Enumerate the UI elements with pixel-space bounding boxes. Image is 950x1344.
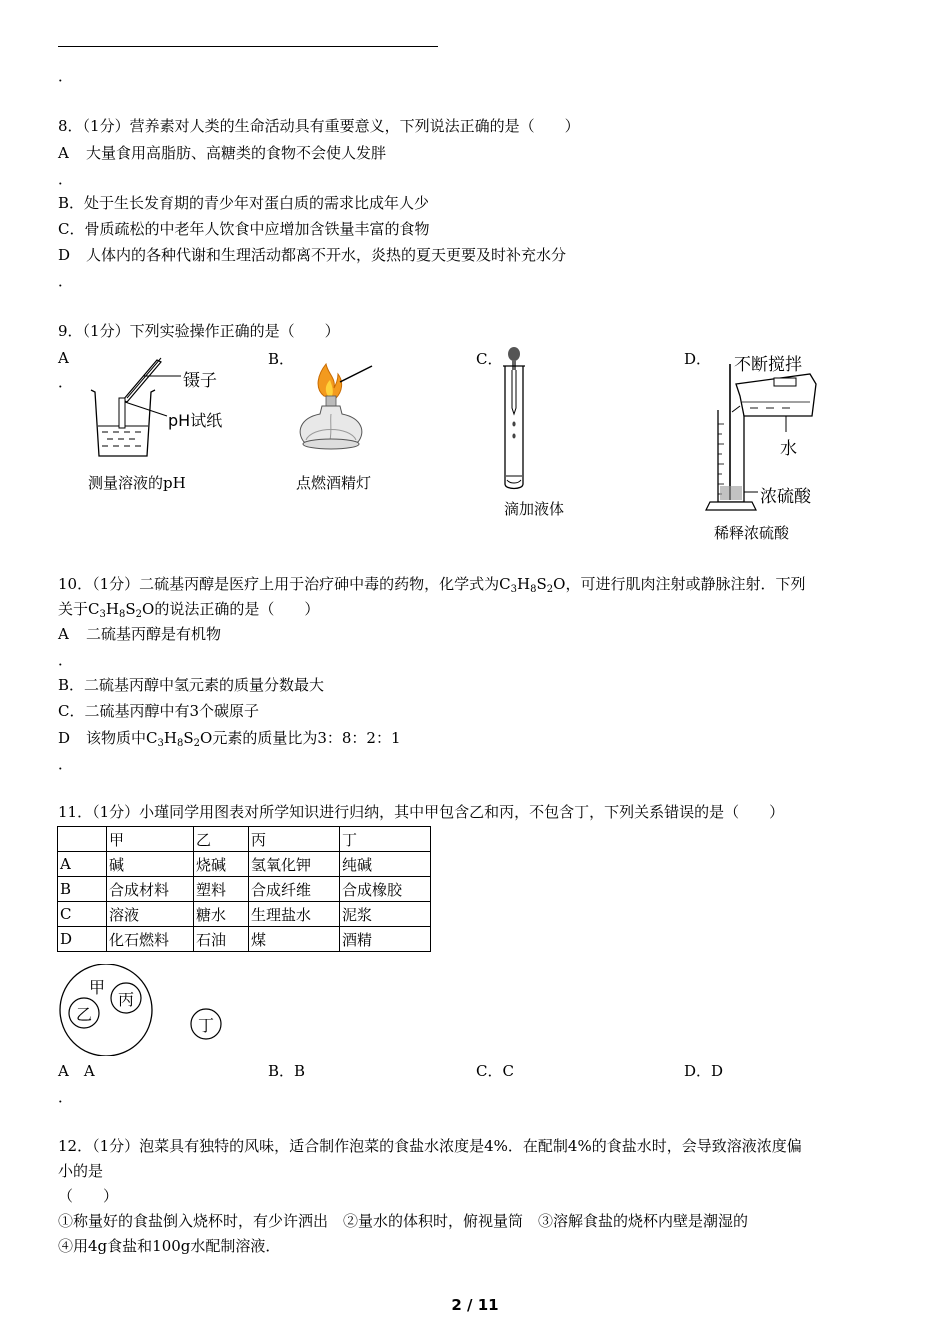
figure-dropper bbox=[498, 344, 532, 494]
table-row bbox=[58, 902, 431, 927]
q10-option-a-label: A bbox=[58, 625, 69, 643]
q11-stem: 11．（1分）小瑾同学用图表对所学知识进行归纳，其中甲包含乙和丙，不包含丁，下列关系错误的是（ ） bbox=[58, 803, 785, 821]
q9-label-c: C． bbox=[476, 350, 503, 368]
table-cell: 合成橡胶 bbox=[340, 877, 431, 902]
f2-c: C bbox=[88, 600, 100, 618]
table-cell: 煤 bbox=[249, 927, 340, 952]
f3-o: O bbox=[200, 729, 213, 747]
f-n1: 3 bbox=[510, 584, 517, 595]
q12-items-line1: ①称量好的食盐倒入烧杯时，有少许洒出 ②量水的体积时，俯视量筒 ③溶解食盐的烧杯内壁是潮湿的 bbox=[58, 1212, 749, 1230]
caption-measure-ph: 测量溶液的pH bbox=[88, 474, 186, 492]
q11-option-d: D．D bbox=[684, 1062, 724, 1080]
f3-s: S bbox=[183, 729, 194, 747]
q8-option-c: C．骨质疏松的中老年人饮食中应增加含铁量丰富的食物 bbox=[58, 220, 430, 238]
f3-c: C bbox=[146, 729, 158, 747]
table-cell: 烧碱 bbox=[194, 852, 249, 877]
f-h: H bbox=[517, 575, 531, 593]
q10-stem-part1: 10．（1分）二硫基丙醇是医疗上用于治疗砷中毒的药物，化学式为 bbox=[58, 575, 500, 593]
f-s: S bbox=[536, 575, 547, 593]
table-cell bbox=[58, 827, 107, 852]
q10-option-a-dot: ． bbox=[58, 651, 74, 669]
table-cell: 化石燃料 bbox=[107, 927, 194, 952]
table-row bbox=[58, 827, 431, 852]
q10-option-d bbox=[58, 728, 401, 748]
q12-stem-line3: （ ） bbox=[58, 1187, 119, 1205]
label-conc-acid: 浓硫酸 bbox=[760, 487, 811, 507]
f3-n3: 2 bbox=[193, 738, 200, 749]
f2-n3: 2 bbox=[135, 609, 142, 620]
q10-option-d-label: D bbox=[58, 729, 71, 747]
q8-option-d-dot: ． bbox=[58, 272, 74, 290]
f3-n2: 8 bbox=[176, 738, 184, 749]
table-cell: 丁 bbox=[340, 827, 431, 852]
q10-stem-part2: ，可进行肌肉注射或静脉注射．下列 bbox=[565, 575, 806, 593]
table-cell: 石油 bbox=[194, 927, 249, 952]
f2-n2: 8 bbox=[118, 609, 126, 620]
q10-option-b: B．二硫基丙醇中氢元素的质量分数最大 bbox=[58, 676, 325, 694]
q8-option-b: B．处于生长发育期的青少年对蛋白质的需求比成年人少 bbox=[58, 194, 430, 212]
label-tweezers: 镊子 bbox=[183, 371, 217, 391]
figure-alcohol-lamp bbox=[292, 360, 382, 460]
table-cell: 甲 bbox=[107, 827, 194, 852]
f-n3: 2 bbox=[546, 584, 554, 595]
q9-stem: 9．（1分）下列实验操作正确的是（ ） bbox=[58, 322, 340, 340]
q8-option-a-dot: ． bbox=[58, 170, 74, 188]
table-cell: 泥浆 bbox=[340, 902, 431, 927]
f2-h: H bbox=[105, 600, 119, 618]
f-c: C bbox=[499, 575, 511, 593]
table-cell: 酒精 bbox=[340, 927, 431, 952]
page-number: 2 / 11 bbox=[451, 1296, 499, 1314]
q10-option-a-text: 二硫基丙醇是有机物 bbox=[86, 625, 222, 643]
table-cell: 糖水 bbox=[194, 902, 249, 927]
f3-n1: 3 bbox=[157, 738, 164, 749]
table-cell: 塑料 bbox=[194, 877, 249, 902]
label-stir-constantly: 不断搅拌 bbox=[734, 355, 802, 375]
table-row bbox=[58, 852, 431, 877]
q10-stem2-part2: 的说法正确的是（ ） bbox=[154, 600, 320, 618]
q12-items-line2: ④用4g食盐和100g水配制溶液． bbox=[58, 1237, 281, 1255]
table-cell: 纯碱 bbox=[340, 852, 431, 877]
f2-o: O bbox=[142, 600, 155, 618]
q9-label-a: A bbox=[58, 349, 69, 367]
venn-label-bing: 丙 bbox=[118, 990, 135, 1009]
caption-light-lamp: 点燃酒精灯 bbox=[296, 474, 372, 492]
f2-n1: 3 bbox=[99, 609, 106, 620]
table-cell: 乙 bbox=[194, 827, 249, 852]
q8-option-d bbox=[58, 245, 566, 265]
q10-option-d-dot: ． bbox=[58, 755, 74, 773]
q10-formula bbox=[499, 575, 565, 593]
q10-formula-2 bbox=[88, 600, 154, 618]
q8-option-a-label: A bbox=[58, 144, 69, 162]
q10-option-a bbox=[58, 624, 221, 644]
table-cell: 丙 bbox=[249, 827, 340, 852]
f-n2: 8 bbox=[530, 584, 537, 595]
table-cell: 氢氧化钾 bbox=[249, 852, 340, 877]
table-cell: B bbox=[58, 877, 107, 902]
venn-label-yi: 乙 bbox=[76, 1005, 93, 1024]
q11-option-c: C．C bbox=[476, 1062, 514, 1080]
caption-dilute-acid: 稀释浓硫酸 bbox=[714, 524, 790, 542]
q12-stem-line2: 小的是 bbox=[58, 1162, 104, 1180]
q10-option-c: C．二硫基丙醇中有3个碳原子 bbox=[58, 702, 260, 720]
table-cell: 溶液 bbox=[107, 902, 194, 927]
q10-option-d-part1: 该物质中 bbox=[86, 729, 147, 747]
q11-option-a: A A bbox=[58, 1062, 95, 1080]
table-cell: C bbox=[58, 902, 107, 927]
q8-option-d-label: D bbox=[58, 246, 71, 264]
f3-h: H bbox=[163, 729, 177, 747]
q9-label-d: D． bbox=[684, 350, 712, 368]
label-water: 水 bbox=[780, 439, 797, 459]
q10-stem2-part1: 关于 bbox=[58, 600, 89, 618]
table-cell: 碱 bbox=[107, 852, 194, 877]
venn-label-jia: 甲 bbox=[89, 978, 106, 997]
table-cell: 生理盐水 bbox=[249, 902, 340, 927]
q10-formula-3 bbox=[146, 729, 212, 747]
q9-label-a-dot: ． bbox=[58, 373, 74, 391]
q10-stem-line2 bbox=[58, 599, 319, 619]
q12-stem-line1: 12．（1分）泡菜具有独特的风味，适合制作泡菜的食盐水浓度是4%．在配制4%的食盐水时，会导致溶液浓度偏 bbox=[58, 1137, 802, 1155]
caption-drop-liquid: 滴加液体 bbox=[504, 500, 565, 518]
q11-option-b: B．B bbox=[268, 1062, 306, 1080]
top-rule bbox=[58, 46, 438, 47]
q8-option-a bbox=[58, 143, 386, 163]
q9-label-b: B． bbox=[268, 350, 295, 368]
q10-option-d-part2: 元素的质量比为3：8：2：1 bbox=[212, 729, 401, 747]
q8-option-d-text: 人体内的各种代谢和生理活动都离不开水，炎热的夏天更要及时补充水分 bbox=[86, 246, 567, 264]
q8-option-a-text: 大量食用高脂肪、高糖类的食物不会使人发胖 bbox=[86, 144, 387, 162]
table-cell: A bbox=[58, 852, 107, 877]
q11-option-dot: ． bbox=[58, 1088, 74, 1106]
venn-label-ding: 丁 bbox=[198, 1016, 215, 1035]
f2-s: S bbox=[125, 600, 136, 618]
f-o: O bbox=[553, 575, 566, 593]
table-cell: D bbox=[58, 927, 107, 952]
dangling-dot: ． bbox=[58, 67, 74, 85]
table-row bbox=[58, 927, 431, 952]
q8-stem: 8．（1分）营养素对人类的生命活动具有重要意义，下列说法正确的是（ ） bbox=[58, 117, 580, 135]
table-cell: 合成纤维 bbox=[249, 877, 340, 902]
label-ph-paper: pH试纸 bbox=[168, 411, 223, 430]
table-cell: 合成材料 bbox=[107, 877, 194, 902]
table-row bbox=[58, 877, 431, 902]
q11-table bbox=[57, 826, 431, 952]
q10-stem-line1 bbox=[58, 574, 805, 594]
